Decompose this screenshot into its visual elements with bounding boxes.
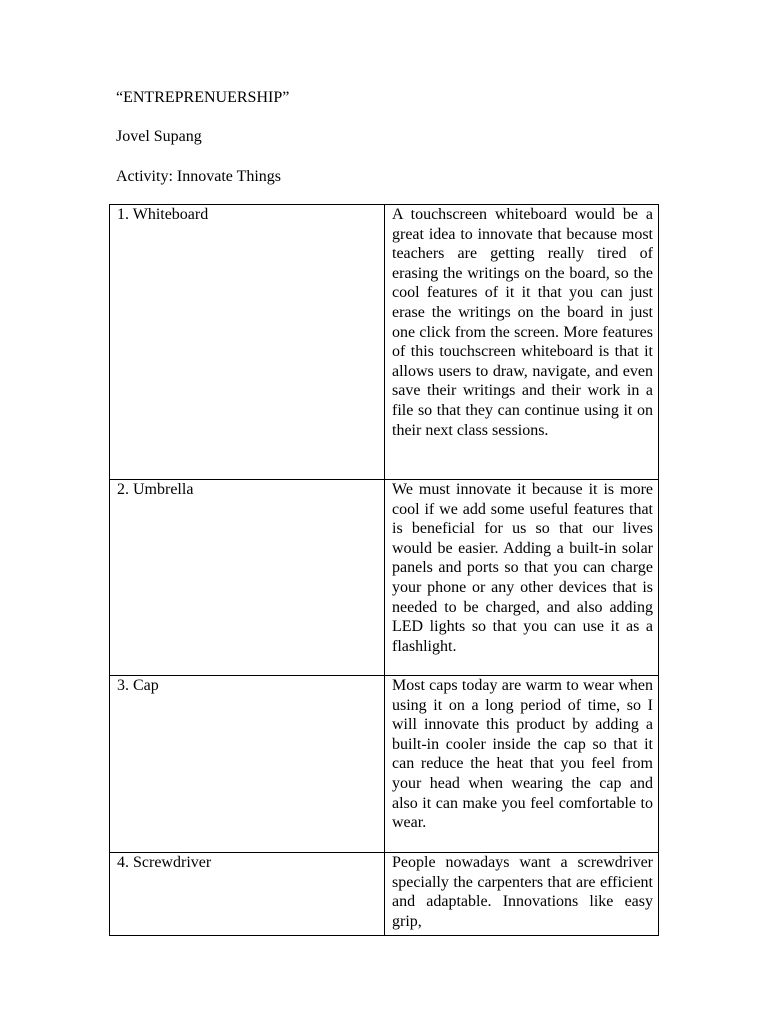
activity-label: Activity: Innovate Things bbox=[116, 168, 282, 185]
description-cell: Most caps today are warm to wear when using it on a long period of time, so I will innovate this product by adding a built-in cooler inside the cap so that it can reduce the heat that you feel from your head when wearing the cap and also it can make you feel comfortable to wear. bbox=[385, 676, 660, 853]
description-cell: We must innovate it because it is more cool if we add some useful features that is beneficial for us so that our lives would be easier. Adding a built-in solar panels and ports so that you can charge your phone or any other devices that is needed to be charged, and also adding LED lights so that you can use it as a flashlight. bbox=[385, 480, 660, 676]
table-row bbox=[110, 853, 660, 937]
item-cell: 1. Whiteboard bbox=[110, 205, 385, 480]
item-cell: 4. Screwdriver bbox=[110, 853, 385, 937]
document-title: “ENTREPRENUERSHIP” bbox=[116, 89, 290, 106]
table-row bbox=[110, 480, 660, 676]
description-cell: A touchscreen whiteboard would be a great idea to innovate that because most teachers are getting really tired of erasing the writings on the board, so the cool features of it it that you can just erase the writings on the board in just one click from the screen. More features of this touchscreen whiteboard is that it allows users to draw, navigate, and even save their writings and their work in a file so that they can continue using it on their next class sessions. bbox=[385, 205, 660, 480]
innovation-table bbox=[109, 204, 659, 936]
description-cell: People nowadays want a screwdriver specially the carpenters that are efficient and adaptable. Innovations like easy grip, bbox=[385, 853, 660, 937]
item-cell: 3. Cap bbox=[110, 676, 385, 853]
table-row bbox=[110, 676, 660, 853]
author-name: Jovel Supang bbox=[116, 128, 202, 145]
item-cell: 2. Umbrella bbox=[110, 480, 385, 676]
table-row bbox=[110, 205, 660, 480]
innovation-table-frame bbox=[109, 204, 659, 936]
